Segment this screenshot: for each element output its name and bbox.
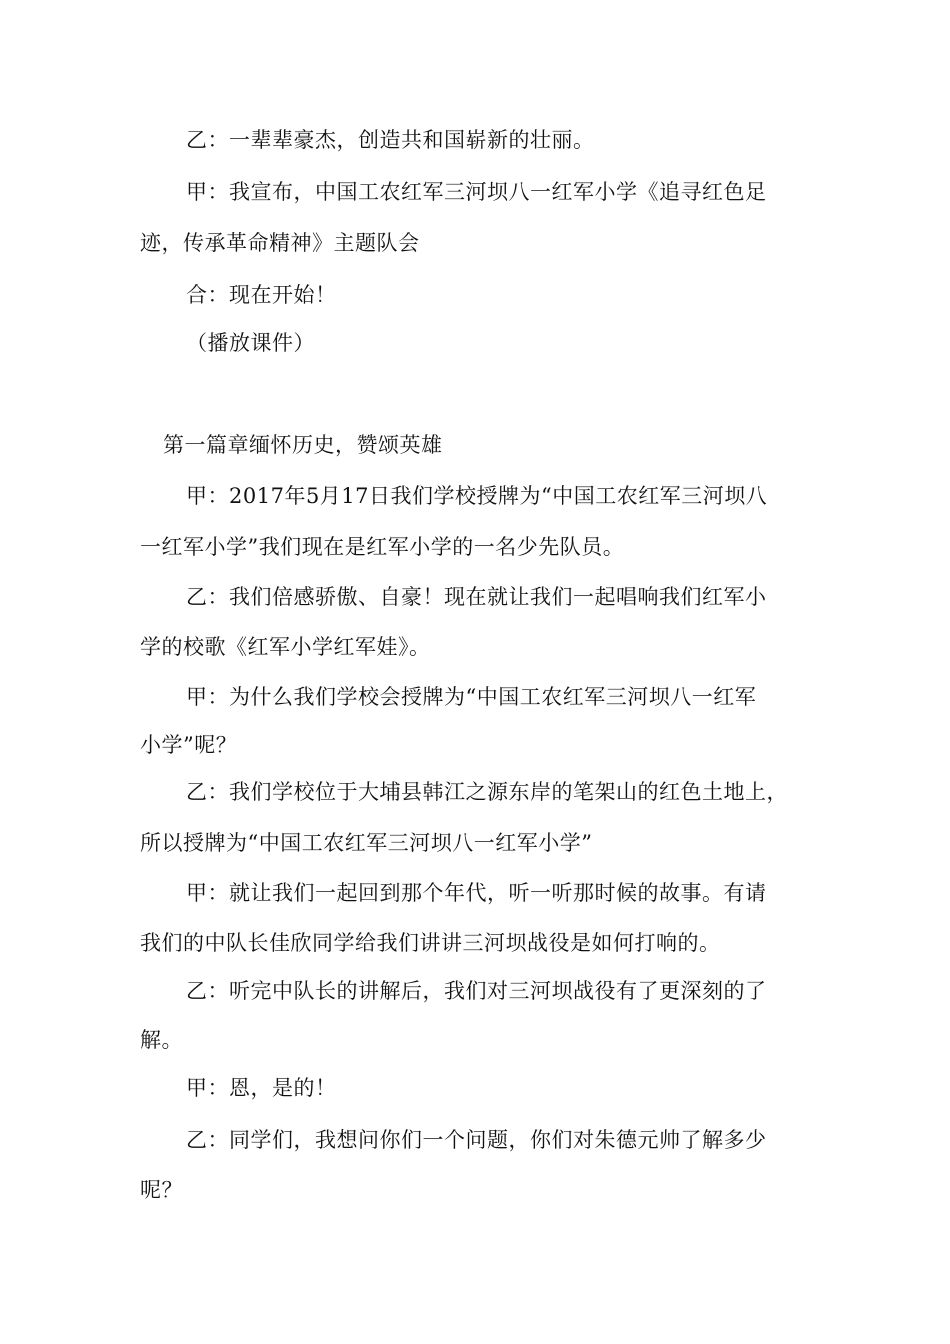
dialogue-line: 甲：就让我们一起回到那个年代，听一听那时候的故事。有请: [186, 881, 767, 905]
dialogue-line: 乙：同学们，我想问你们一个问题，你们对朱德元帅了解多少: [186, 1128, 767, 1152]
dialogue-line-continuation: 所以授牌为“中国工农红军三河坝八一红军小学”: [140, 831, 593, 855]
dialogue-line-continuation: 呢？: [140, 1178, 183, 1202]
dialogue-line: 乙：听完中队长的讲解后，我们对三河坝战役有了更深刻的了: [186, 979, 767, 1003]
dialogue-line-continuation: 我们的中队长佳欣同学给我们讲讲三河坝战役是如何打响的。: [140, 931, 721, 955]
dialogue-line: 甲：2017年5月17日我们学校授牌为“中国工农红军三河坝八: [186, 484, 768, 508]
dialogue-line-continuation: 学的校歌《红军小学红军娃》。: [140, 635, 431, 659]
dialogue-line-continuation: 一红军小学”我们现在是红军小学的一名少先队员。: [140, 535, 625, 559]
dialogue-line: 乙：一辈辈豪杰，创造共和国崭新的壮丽。: [186, 128, 595, 152]
section-heading: 第一篇章缅怀历史，赞颂英雄: [163, 433, 443, 457]
dialogue-line-continuation: 迹，传承革命精神》主题队会: [140, 231, 420, 255]
dialogue-line-continuation: 小学”呢？: [140, 733, 238, 757]
dialogue-line: 甲：恩，是的！: [186, 1076, 337, 1100]
dialogue-line: 乙：我们学校位于大埔县韩江之源东岸的笔架山的红色土地上，: [186, 780, 788, 804]
dialogue-line: 乙：我们倍感骄傲、自豪！现在就让我们一起唱响我们红军小: [186, 585, 767, 609]
dialogue-line: 甲：我宣布，中国工农红军三河坝八一红军小学《追寻红色足: [186, 180, 767, 204]
dialogue-line: 合：现在开始！: [186, 283, 337, 307]
dialogue-line: 甲：为什么我们学校会授牌为“中国工农红军三河坝八一红军: [186, 685, 757, 709]
stage-direction: （播放课件）: [186, 331, 315, 355]
dialogue-line-continuation: 解。: [140, 1028, 183, 1052]
